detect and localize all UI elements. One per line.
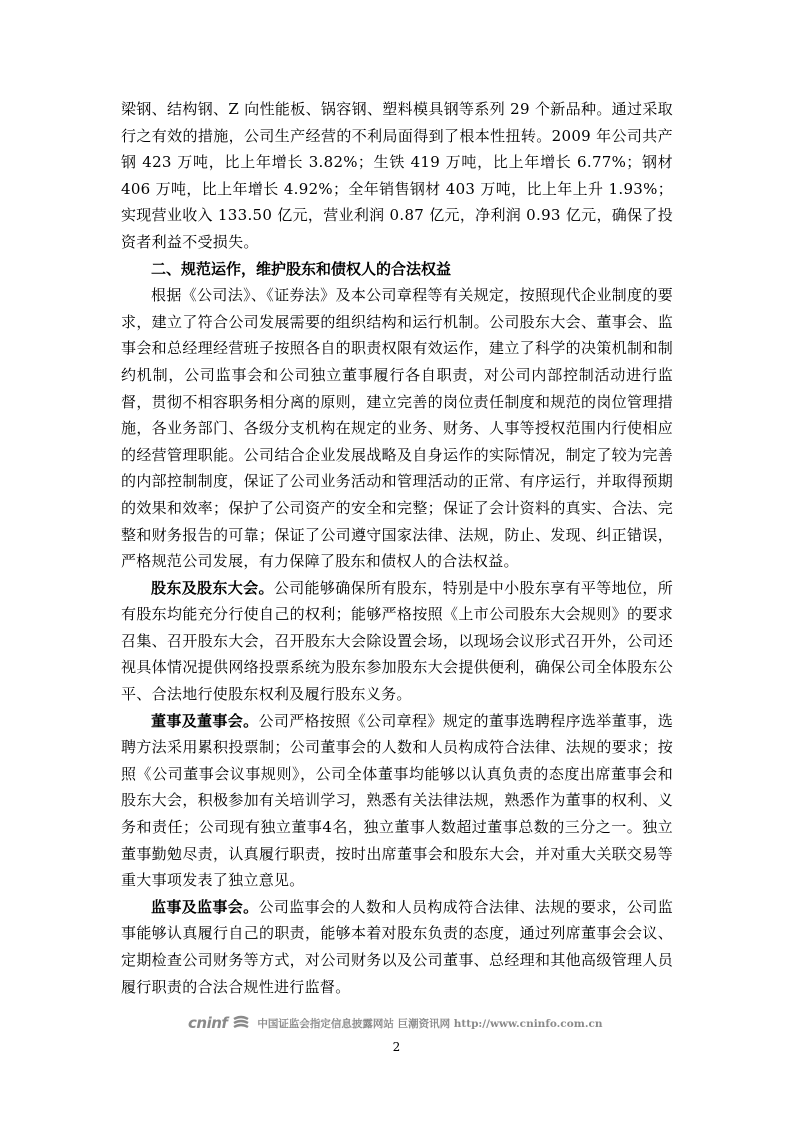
cninf-logo-icon (231, 1015, 251, 1031)
paragraph-governance: 根据《公司法》、《证券法》及本公司章程等有关规定，按照现代企业制度的要求，建立了符合公司发展需要的组织结构和运行机制。公司股东大会、董事会、监事会和总经理经营班子按照各自的职责权限有效运作，建立了科学的决策机制和制约机制，公司监事会和公司独立董事履行各自职责，对公司内部控制活动进行监督，贯彻不相容职务相分离的原则，建立完善的岗位责任制度和规范的岗位管理措施，各业务部门、各级分支机构在规定的业务、财务、人事等授权范围内行使相应的经营管理职能。公司结合企业发展战略及自身运作的实际情况，制定了较为完善的内部控制制度，保证了公司业务活动和管理活动的正常、有序运行，并取得预期的效果和效率；保护了公司资产的安全和完整；保证了会计资料的真实、合法、完整和财务报告的可靠；保证了公司遵守国家法律、法规，防止、发现、纠正错误，严格规范公司发展，有力保障了股东和债权人的合法权益。 (121, 286, 673, 571)
paragraph-lead: 监事及监事会。 (151, 897, 259, 916)
section-heading: 二、规范运作，维护股东和债权人的合法权益 (151, 259, 452, 278)
paragraph-lead: 股东及股东大会。 (151, 578, 274, 597)
page-number: 2 (392, 1040, 401, 1054)
footer-text: 中国证监会指定信息披露网站 巨潮资讯网 http://www.cninfo.com.cn (257, 1017, 603, 1030)
paragraph-lead: 董事及董事会。 (151, 711, 259, 730)
paragraph-text: 公司监事会的人数和人员构成符合法律、法规的要求，公司监事能够认真履行自己的职责，能够本着对股东负责的态度，通过列席董事会会议、定期检查公司财务等方式，对公司财务以及公司董事、总经理和其他高级管理人员履行职责的合法合规性进行监督。 (121, 897, 673, 996)
paragraph-text: 公司严格按照《公司章程》规定的董事选聘程序选举董事，选聘方法采用累积投票制；公司董事会的人数和人员构成符合法律、法规的要求；按照《公司董事会议事规则》，公司全体董事均能够以认真负责的态度出席董事会和股东大会，积极参加有关培训学习，熟悉有关法律法规，熟悉作为董事的权利、义务和责任；公司现有独立董事4名，独立董事人数超过董事总数的三分之一。独立董事勤勉尽责，认真履行职责，按时出席董事会和股东大会，并对重大关联交易等重大事项发表了独立意见。 (121, 711, 673, 890)
paragraph-text: 公司能够确保所有股东，特别是中小股东享有平等地位，所有股东均能充分行使自己的权利；能够严格按照《上市公司股东大会规则》的要求召集、召开股东大会，召开股东大会除设置会场，以现场会议形式召开外，公司还视具体情况提供网络投票系统为股东参加股东大会提供便利，确保公司全体股东公平、合法地行使股东权利及履行股东义务。 (121, 578, 673, 704)
document-body (121, 96, 673, 1000)
cninf-logo: cninf (188, 1014, 228, 1032)
paragraph-supervisors (121, 894, 673, 1000)
paragraph-production-results: 梁钢、结构钢、Z 向性能板、锅容钢、塑料模具钢等系列 29 个新品种。通过采取行之有效的措施，公司生产经营的不利局面得到了根本性扭转。2009 年公司共产钢 423 万吨，比上年增长 3.82%；生铁 419 万吨，比上年增长 6.77%；钢材 406 万吨，比上年增长 4.92%；全年销售钢材 403 万吨，比上年上升 1.93%；实现营业收入 133.50 亿元，营业利润 0.87 亿元，净利润 0.93 亿元，确保了投资者利益不受损失。 (121, 100, 673, 251)
paragraph-directors (121, 708, 673, 894)
page-footer (188, 1012, 603, 1034)
paragraph-shareholders (121, 575, 673, 708)
